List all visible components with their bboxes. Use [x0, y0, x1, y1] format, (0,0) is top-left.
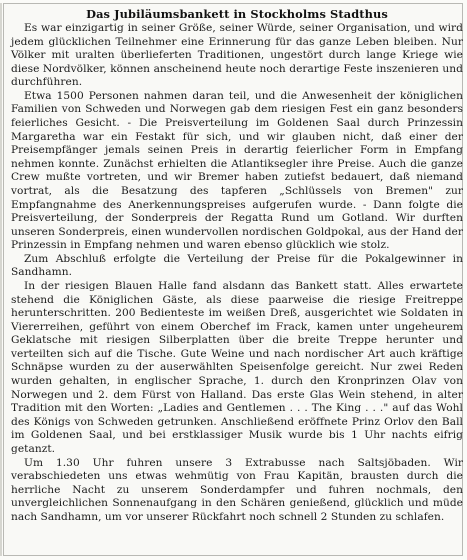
article-paragraph: Zum Abschluß erfolgte die Verteilung der Preise für die Pokalgewinner in Sandhamn. — [11, 252, 463, 279]
article-title: Das Jubiläumsbankett in Stockholms Stadthus — [86, 7, 388, 21]
article-paragraph: In der riesigen Blauen Halle fand alsdann das Bankett statt. Alles erwartete stehend die Königlichen Gäste, als diese paarweise die riesige Freitreppe herunterschritten. 200 Bedienteste im weißen Dreß, ausgerichtet wie Soldaten in Viererreihen, geführt von einem Oberchef im Frack, kamen unter ungeheurem Geklatsche mit riesigen Silberplatten über die breite Treppe herunter und verteilten sich auf die Tische. Gute Weine und nach nordischer Art auch kräftige Schnäpse wurden zu der auserwählten Speisenfolge gereicht. Nur zwei Reden wurden gehalten, in englischer Sprache, 1. durch den Kronprinzen Olav von Norwegen und 2. dem Fürst von Halland. Das erste Glas Wein stehend, in alter Tradition mit den Worten: „Ladies and Gentlemen . . . The King . . ." auf das Wohl des Königs von Schweden getrunken. Anschließend eröffnete Prinz Orlov den Ball im Goldenen Saal, und bei erstklassiger Musik wurde bis 1 Uhr nachts eifrig getanzt. — [11, 279, 463, 455]
article-paragraph: Es war einzigartig in seiner Größe, seiner Würde, seiner Organisation, und wird jedem glücklichen Teilnehmer eine Erinnerung für das ganze Leben bleiben. Nur Völker mit uralten überlieferten Traditionen, ungestört durch lange Kriege wie diese Nordvölker, können anscheinend heute noch derartige Feste inszenieren und durchführen. — [11, 22, 463, 89]
article-paragraph: Etwa 1500 Personen nahmen daran teil, und die Anwesenheit der königlichen Familien von Schweden und Norwegen gab dem riesigen Fest ein ganz besonders feierliches Gesicht. - Die Preisverteilung im Goldenen Saal durch Prinzessin Margaretha war ein Festakt für sich, und wir glauben nicht, daß einer der Preisempfänger jemals seinen Preis in derartig feierlicher Form in Empfang nehmen konnte. Zunächst erhielten die Atlantiksegler ihre Preise. Auch die ganze Crew mußte vortreten, und wir Bremer haben zutiefst bedauert, daß niemand vortrat, als die Besatzung des tapferen „Schlüssels von Bremen" zur Empfangnahme des Anerkennungspreises aufgerufen wurde. - Dann folgte die Preisverteilung, der Sonderpreis der Regatta Rund um Gotland. Wir durften unseren Sonderpreis, einen wundervollen nordischen Goldpokal, aus der Hand der Prinzessin in Empfang nehmen und waren ebenso glücklich wie stolz. — [11, 89, 463, 252]
article — [11, 7, 463, 524]
page-fold-edge — [0, 3, 2, 556]
newspaper-clipping — [3, 3, 463, 556]
article-paragraph: Um 1.30 Uhr fuhren unsere 3 Extrabusse nach Saltsjöbaden. Wir verabschiedeten uns etwas wehmütig von Frau Kapitän, brausten durch die herrliche Nacht zu unserem Sonderdampfer und fuhren nochmals, den unvergleichlichen Sonnenaufgang in den Schären genießend, glücklich und müde nach Sandhamn, um vor unserer Rückfahrt noch schnell 2 Stunden zu schlafen. — [11, 456, 463, 523]
